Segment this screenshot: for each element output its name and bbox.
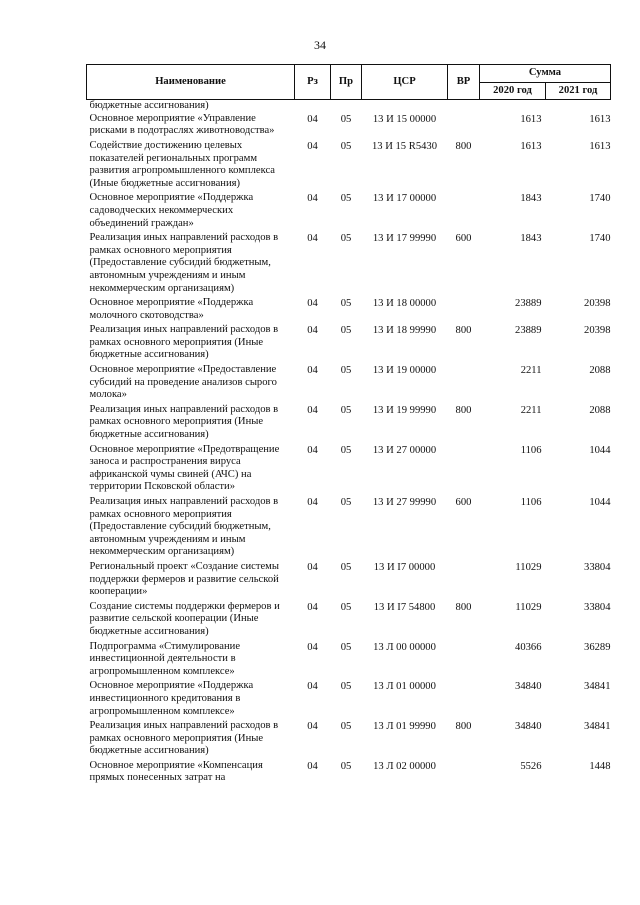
row-name: Создание системы поддержки фермеров и развитие сельской кооперации (Иные бюджетные ассигнования)	[89, 600, 280, 637]
row-pr: 05	[340, 497, 352, 508]
row-pr: 05	[340, 721, 352, 733]
row-name: Основное мероприятие «Поддержка инвестиционного кредитования в агропромышленном комплексе»	[89, 680, 254, 717]
row-sum-2020: 1106	[520, 497, 542, 508]
header-pr: Пр	[331, 65, 362, 100]
row-sum-2021: 2088	[589, 404, 611, 416]
row-sum-2021: 1044	[589, 497, 611, 508]
row-sum-2020: 34840	[515, 681, 542, 693]
row-sum-2021: 34841	[584, 681, 611, 693]
row-rz: 04	[307, 721, 318, 733]
row-csr: 13 И 15 00000	[372, 113, 437, 125]
row-sum-2021: 33804	[584, 561, 611, 573]
row-pr: 05	[340, 140, 352, 152]
row-pr: 05	[340, 113, 352, 125]
row-name: Основное мероприятие «Поддержка молочного скотоводства»	[89, 297, 254, 321]
row-sum-2021: 1448	[589, 760, 611, 772]
row-pr: 05	[340, 193, 352, 205]
row-sum-2020	[480, 100, 546, 113]
header-name: Наименование	[87, 65, 295, 100]
row-csr: 13 И 15 R5430	[371, 140, 438, 152]
row-csr: 13 И I7 54800	[373, 601, 436, 613]
row-name: Реализация иных направлений расходов в рамках основного мероприятия (Иные бюджетные ассигнования)	[89, 403, 279, 441]
row-vr	[448, 364, 480, 404]
row-pr: 05	[340, 404, 352, 416]
row-name: Основное мероприятие «Предотвращение заноса и распространения вируса африканской чумы свиней (АЧС) на территории Псковской области»	[89, 443, 280, 493]
row-vr: 600	[455, 233, 472, 245]
row-sum-2020: 23889	[515, 298, 542, 310]
table-row	[87, 760, 611, 787]
row-sum-2021: 1740	[589, 193, 611, 205]
row-sum-2021: 36289	[584, 641, 611, 653]
row-name: Реализация иных направлений расходов в рамках основного мероприятия (Иные бюджетные ассигнования)	[89, 324, 279, 361]
row-pr: 05	[340, 681, 352, 693]
row-name: Содействие достижению целевых показателей региональных программ развития агропромышленного комплекса (Иные бюджетные ассигнования)	[89, 139, 275, 189]
row-sum-2020: 34840	[515, 721, 542, 733]
row-csr: 13 Л 01 00000	[373, 681, 436, 693]
row-csr: 13 И 17 00000	[372, 193, 437, 205]
row-csr: 13 И 18 99990	[372, 325, 437, 337]
row-vr	[448, 297, 480, 324]
row-vr	[448, 760, 480, 787]
row-sum-2020: 11029	[515, 601, 542, 613]
row-pr: 05	[340, 601, 352, 613]
row-csr: 13 И 19 00000	[372, 365, 437, 377]
header-csr: ЦСР	[362, 65, 448, 100]
row-name: Реализация иных направлений расходов в рамках основного мероприятия (Предоставление субсидий бюджетным, автономным учреждениям и иным некоммерческим организациям)	[89, 232, 279, 294]
row-sum-2020: 1843	[520, 233, 542, 245]
table-header	[87, 65, 611, 100]
table-row	[87, 404, 611, 444]
row-vr	[448, 641, 480, 681]
row-vr	[448, 680, 480, 720]
row-rz: 04	[307, 641, 318, 653]
table-row	[87, 641, 611, 681]
table-row	[87, 232, 611, 297]
row-sum-2021: 1044	[589, 444, 611, 456]
row-name: Основное мероприятие «Компенсация прямых понесенных затрат на	[89, 759, 263, 784]
row-csr: 13 И 17 99990	[372, 233, 437, 245]
row-rz	[295, 100, 331, 113]
row-rz: 04	[307, 233, 318, 245]
row-sum-2021: 20398	[584, 325, 611, 337]
row-pr	[331, 100, 362, 113]
row-pr: 05	[340, 760, 352, 772]
row-sum-2020: 5526	[520, 760, 542, 772]
row-rz: 04	[307, 298, 318, 310]
row-pr: 05	[340, 298, 352, 310]
header-rz: Рз	[295, 65, 331, 100]
table-row	[87, 192, 611, 232]
page-number: 34	[314, 38, 326, 52]
row-sum-2020: 1613	[520, 140, 542, 152]
row-rz: 04	[307, 113, 318, 125]
header-vr: ВР	[448, 65, 480, 100]
row-vr: 800	[455, 325, 472, 337]
row-sum-2020: 1106	[520, 444, 542, 456]
budget-table	[86, 64, 611, 787]
row-csr: 13 Л 02 00000	[373, 760, 436, 772]
row-rz: 04	[307, 681, 318, 693]
row-sum-2021: 1613	[589, 113, 611, 125]
row-sum-2020: 40366	[515, 641, 542, 653]
row-csr: 13 Л 01 99990	[373, 721, 436, 733]
row-pr: 05	[340, 444, 352, 456]
row-name: Основное мероприятие «Поддержка садоводческих некоммерческих объединений граждан»	[89, 192, 254, 229]
table-body	[87, 100, 611, 787]
row-sum-2020: 23889	[515, 325, 542, 337]
row-pr: 05	[340, 641, 352, 653]
row-pr: 05	[340, 365, 352, 377]
table-row	[87, 680, 611, 720]
table-row	[87, 496, 611, 561]
row-name: Основное мероприятие «Предоставление субсидий на проведение анализов сырого молока»	[89, 364, 277, 401]
row-vr	[448, 113, 480, 140]
row-sum-2020: 2211	[520, 404, 542, 416]
row-sum-2021: 20398	[584, 298, 611, 310]
row-vr	[448, 561, 480, 601]
row-pr: 05	[340, 325, 352, 337]
header-year-2020: 2020 год	[480, 82, 546, 100]
row-rz: 04	[307, 561, 318, 573]
row-sum-2020: 2211	[520, 365, 542, 377]
header-sum: Сумма	[480, 65, 611, 83]
row-vr: 600	[455, 497, 472, 508]
row-sum-2021	[546, 100, 611, 113]
row-rz: 04	[307, 365, 318, 377]
row-name: Региональный проект «Создание системы поддержки фермеров и развитие сельской кооперации»	[89, 560, 279, 598]
row-rz: 04	[307, 444, 318, 456]
row-sum-2021: 1740	[589, 233, 611, 245]
row-vr	[448, 192, 480, 232]
table-row	[87, 601, 611, 641]
table-row	[87, 444, 611, 496]
row-csr: 13 Л 00 00000	[373, 641, 436, 653]
row-rz: 04	[307, 140, 318, 152]
row-sum-2020: 1613	[520, 113, 542, 125]
row-vr: 800	[455, 404, 472, 416]
table-row	[87, 561, 611, 601]
row-pr: 05	[340, 233, 352, 245]
row-pr: 05	[340, 561, 352, 573]
row-vr: 800	[455, 140, 472, 152]
header-year-2021: 2021 год	[546, 82, 611, 100]
row-name: Реализация иных направлений расходов в рамках основного мероприятия (Иные бюджетные ассигнования)	[89, 720, 279, 757]
row-rz: 04	[307, 760, 318, 772]
row-csr: 13 И 18 00000	[372, 298, 437, 310]
row-rz: 04	[307, 601, 318, 613]
row-rz: 04	[307, 325, 318, 337]
row-csr: 13 И 27 99990	[372, 497, 437, 508]
row-csr: 13 И 19 99990	[372, 404, 437, 416]
row-name: Реализация иных направлений расходов в рамках основного мероприятия (Предоставление субсидий бюджетным, автономным учреждениям и иным некоммерческим организациям)	[89, 496, 279, 558]
row-sum-2021: 33804	[584, 601, 611, 613]
row-csr	[362, 100, 448, 113]
row-csr: 13 И 27 00000	[372, 444, 437, 456]
row-csr: 13 И I7 00000	[373, 561, 436, 573]
row-sum-2020: 11029	[515, 561, 542, 573]
row-vr: 800	[455, 601, 472, 613]
row-vr	[448, 100, 480, 113]
row-sum-2020: 1843	[520, 193, 542, 205]
row-sum-2021: 2088	[589, 365, 611, 377]
table-row	[87, 364, 611, 404]
row-rz: 04	[307, 404, 318, 416]
row-name: Основное мероприятие «Управление рисками в подотраслях животноводства»	[89, 112, 275, 137]
table-row	[87, 720, 611, 760]
row-rz: 04	[307, 497, 318, 508]
row-vr: 800	[455, 721, 472, 733]
table-row	[87, 100, 611, 113]
table-row	[87, 324, 611, 364]
table-row	[87, 113, 611, 140]
row-rz: 04	[307, 193, 318, 205]
row-name: бюджетные ассигнования)	[89, 100, 209, 112]
row-vr	[448, 444, 480, 496]
row-sum-2021: 34841	[584, 721, 611, 733]
table-row	[87, 140, 611, 192]
row-sum-2021: 1613	[589, 140, 611, 152]
row-name: Подпрограмма «Стимулирование инвестиционной деятельности в агропромышленном комплексе»	[89, 640, 241, 677]
table-row	[87, 297, 611, 324]
